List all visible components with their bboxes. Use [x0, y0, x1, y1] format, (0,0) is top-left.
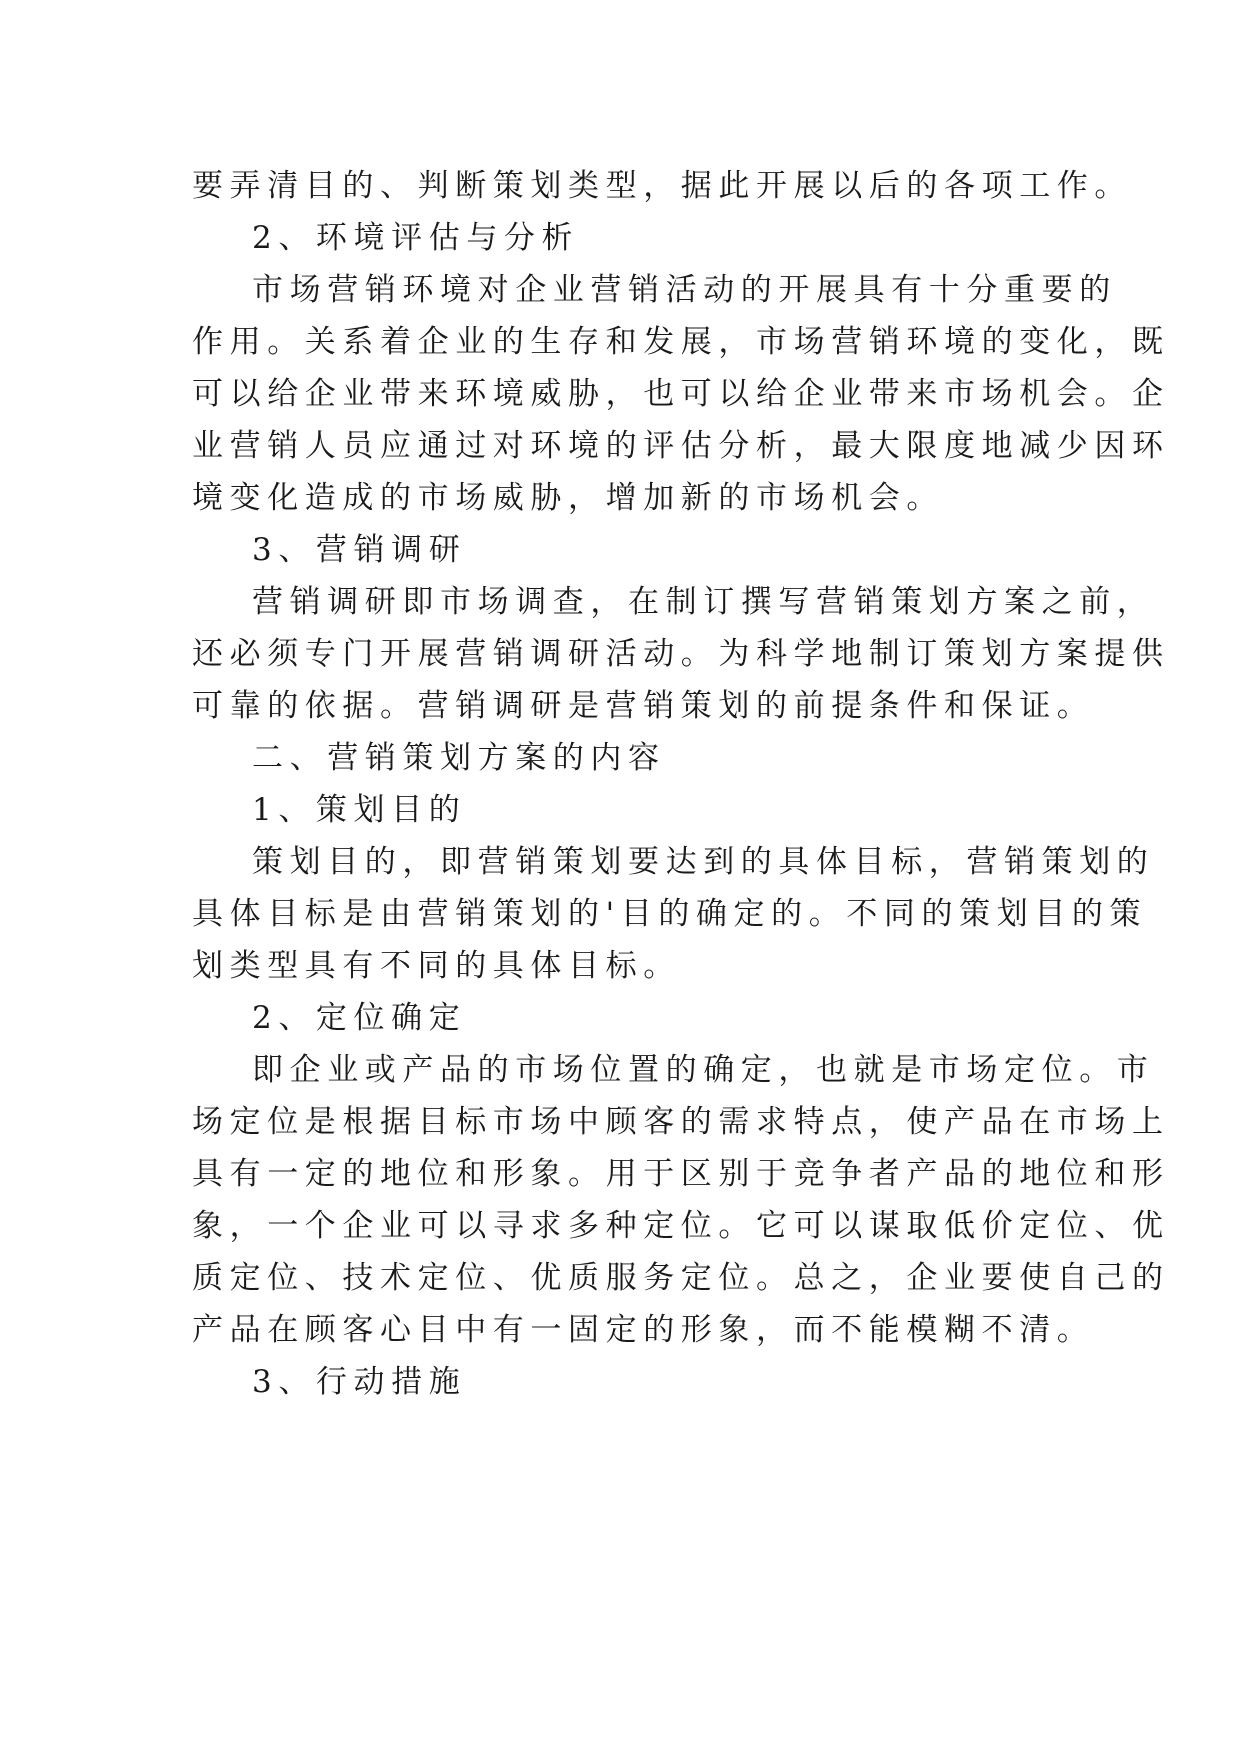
paragraph-line: 具有一定的地位和形象。用于区别于竞争者产品的地位和形: [192, 1156, 1170, 1192]
paragraph-line: 象，一个企业可以寻求多种定位。它可以谋取低价定位、优: [192, 1208, 1170, 1244]
paragraph-line: 营销调研即市场调查，在制订撰写营销策划方案之前，: [252, 584, 1155, 620]
paragraph-line: 境变化造成的市场威胁，增加新的市场机会。: [192, 480, 944, 516]
paragraph-line: 可靠的依据。营销调研是营销策划的前提条件和保证。: [192, 688, 1095, 724]
paragraph-line: 策划目的，即营销策划要达到的具体目标，营销策划的: [252, 844, 1155, 880]
section-heading: 2、定位确定: [252, 1000, 467, 1036]
paragraph-line: 市场营销环境对企业营销活动的开展具有十分重要的: [252, 272, 1117, 308]
paragraph-line: 还必须专门开展营销调研活动。为科学地制订策划方案提供: [192, 636, 1170, 672]
section-heading: 3、营销调研: [252, 532, 467, 568]
section-heading: 3、行动措施: [252, 1364, 467, 1400]
paragraph-line: 划类型具有不同的具体目标。: [192, 948, 681, 984]
section-heading: 1、策划目的: [252, 792, 467, 828]
paragraph-line: 场定位是根据目标市场中顾客的需求特点，使产品在市场上: [192, 1104, 1170, 1140]
paragraph-line: 要弄清目的、判断策划类型，据此开展以后的各项工作。: [192, 168, 1132, 204]
paragraph-line: 作用。关系着企业的生存和发展，市场营销环境的变化，既: [192, 324, 1170, 360]
paragraph-line: 即企业或产品的市场位置的确定，也就是市场定位。市: [252, 1052, 1155, 1088]
paragraph-line: 业营销人员应通过对环境的评估分析，最大限度地减少因环: [192, 428, 1170, 464]
paragraph-line: 可以给企业带来环境威胁，也可以给企业带来市场机会。企: [192, 376, 1170, 412]
paragraph-line: 具体目标是由营销策划的'目的确定的。不同的策划目的策: [192, 896, 1148, 932]
paragraph-line: 质定位、技术定位、优质服务定位。总之，企业要使自己的: [192, 1260, 1170, 1296]
paragraph-line: 产品在顾客心目中有一固定的形象，而不能模糊不清。: [192, 1312, 1095, 1348]
chapter-heading: 二、营销策划方案的内容: [252, 740, 666, 776]
section-heading: 2、环境评估与分析: [252, 220, 580, 256]
